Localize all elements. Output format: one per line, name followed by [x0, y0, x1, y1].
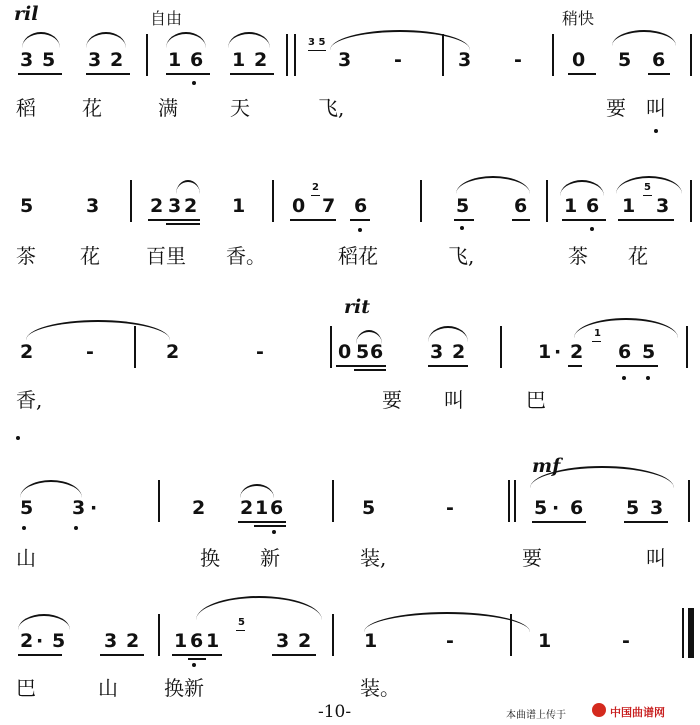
note: 3 [20, 49, 34, 71]
octave-dot [192, 81, 196, 85]
barline [134, 326, 136, 368]
note: 0 [292, 195, 306, 217]
note: 1 [232, 195, 246, 217]
octave-dot [16, 436, 20, 440]
dash: - [446, 497, 454, 519]
lyric: 香。 [226, 244, 266, 268]
note: 5 [362, 497, 376, 519]
note: 5 [42, 49, 56, 71]
lyric: 茶 [16, 244, 36, 268]
lyric: 山 [98, 676, 118, 700]
underline [308, 50, 326, 51]
octave-dot [22, 526, 26, 530]
slur [574, 318, 678, 338]
underline [624, 521, 668, 523]
note: 5 [356, 341, 370, 363]
note: 1 [168, 49, 182, 71]
slur [428, 326, 468, 342]
barline [332, 480, 334, 522]
note: 0 [572, 49, 586, 71]
note: 6 [618, 341, 632, 363]
note: 2 [298, 630, 312, 652]
grace-note: 5 [238, 617, 245, 628]
tie [364, 612, 530, 632]
lyric: 叫 [444, 388, 464, 412]
barline [442, 34, 444, 76]
barline [688, 480, 690, 522]
underline [148, 219, 200, 221]
note: 5 [626, 497, 640, 519]
tempo-mark-faster: 稍快 [562, 9, 595, 28]
note: 5 [534, 497, 548, 519]
lyric: 天 [230, 96, 250, 120]
underline [592, 341, 601, 342]
octave-dot [460, 226, 464, 230]
octave-dot [74, 526, 78, 530]
note: 3 [656, 195, 670, 217]
note: 6 [190, 49, 204, 71]
tempo-mark-free: 自由 [150, 9, 183, 28]
dash: - [256, 341, 264, 363]
slur [456, 176, 530, 194]
tie [330, 30, 470, 50]
slur [196, 596, 322, 620]
grace-note: 1 [594, 328, 601, 339]
dynamic-mf: mf [532, 455, 561, 477]
underline [100, 654, 144, 656]
barline [510, 614, 512, 656]
note: 1 [538, 341, 552, 363]
lyric: 满 [158, 96, 178, 120]
note: 2 [110, 49, 124, 71]
note: 2 [192, 497, 206, 519]
lyric: 稻花 [338, 244, 378, 268]
site-logo-text: 中国曲谱网 [610, 706, 665, 719]
lyric: 叫 [646, 96, 666, 120]
final-barline-thin [682, 608, 684, 658]
note: 5 [20, 497, 34, 519]
barline [158, 480, 160, 522]
slur [22, 32, 60, 48]
barline [546, 180, 548, 222]
underline [616, 365, 658, 367]
final-barline-thick [688, 608, 694, 658]
underline [86, 73, 130, 75]
note: 5 [618, 49, 632, 71]
underline [230, 73, 274, 75]
underline [350, 219, 370, 221]
note: 3 [72, 497, 86, 519]
dot-mark: · [554, 341, 562, 363]
slur [176, 180, 200, 194]
note: 6 [652, 49, 666, 71]
barline [294, 34, 296, 76]
note: 7 [322, 195, 336, 217]
note: 3 [86, 195, 100, 217]
note: 2 [20, 341, 34, 363]
underline [172, 654, 222, 656]
octave-dot [654, 129, 658, 133]
lyric: 山 [16, 546, 36, 570]
note: 1 [622, 195, 636, 217]
octave-dot [272, 530, 276, 534]
dot-mark: · [90, 497, 98, 519]
lyric: 飞, [448, 244, 475, 268]
lyric: 花 [628, 244, 648, 268]
slur [20, 480, 82, 498]
underline [568, 365, 582, 367]
lyric: 装。 [360, 676, 400, 700]
grace-note: 3 5 [308, 37, 326, 48]
note: 3 [276, 630, 290, 652]
dot-mark: · [552, 497, 560, 519]
note: 3 [88, 49, 102, 71]
site-logo-icon [592, 703, 606, 717]
octave-dot [590, 227, 594, 231]
barline [130, 180, 132, 222]
note: 2 [184, 195, 198, 217]
octave-dot [646, 376, 650, 380]
barline [552, 34, 554, 76]
barline [330, 326, 332, 368]
octave-dot [358, 228, 362, 232]
barline [508, 480, 510, 522]
slur [240, 484, 274, 498]
note: 1 [206, 630, 220, 652]
tempo-mark-rit: rit [344, 296, 371, 318]
lyric: 装, [360, 546, 387, 570]
slur [612, 30, 676, 46]
tempo-mark-ril: ril [14, 3, 39, 25]
note: 2 [150, 195, 164, 217]
dash: - [394, 49, 402, 71]
underline [254, 525, 286, 527]
note: 5 [456, 195, 470, 217]
barline [272, 180, 274, 222]
note: 1 [538, 630, 552, 652]
barline [146, 34, 148, 76]
underline [238, 521, 286, 523]
page-number: -10- [318, 702, 352, 722]
slur [86, 32, 126, 48]
barline [420, 180, 422, 222]
underline [166, 223, 200, 225]
note: 2 [126, 630, 140, 652]
note: 1 [174, 630, 188, 652]
lyric: 新 [260, 546, 280, 570]
note: 2 [254, 49, 268, 71]
underline [18, 654, 62, 656]
slur [560, 180, 604, 196]
slur [166, 32, 206, 48]
note: 3 [430, 341, 444, 363]
lyric: 飞, [318, 96, 345, 120]
barline [332, 614, 334, 656]
slur [18, 614, 70, 630]
note: 6 [514, 195, 528, 217]
note: 6 [570, 497, 584, 519]
note: 0 [338, 341, 352, 363]
note: 2 [452, 341, 466, 363]
dash: - [446, 630, 454, 652]
lyric: 茶 [568, 244, 588, 268]
underline [166, 73, 210, 75]
underline [618, 219, 674, 221]
underline [354, 369, 386, 371]
note: 6 [270, 497, 284, 519]
grace-note: 5 [644, 182, 651, 193]
underline [643, 195, 652, 196]
note: 5 [642, 341, 656, 363]
underline [512, 219, 530, 221]
note: 1 [255, 497, 269, 519]
barline [690, 180, 692, 222]
note: 2 [570, 341, 584, 363]
underline [454, 219, 474, 221]
note: 3 [650, 497, 664, 519]
octave-dot [192, 663, 196, 667]
underline [336, 365, 386, 367]
note: 5 [52, 630, 66, 652]
note: 6 [190, 630, 204, 652]
lyric: 要 [606, 96, 626, 120]
dash: - [622, 630, 630, 652]
lyric: 换 [200, 546, 220, 570]
dot-mark: · [36, 630, 44, 652]
note: 5 [20, 195, 34, 217]
underline [18, 73, 62, 75]
underline [428, 365, 468, 367]
barline [690, 34, 692, 76]
octave-dot [622, 376, 626, 380]
underline [236, 630, 245, 631]
barline [686, 326, 688, 368]
underline [648, 73, 670, 75]
note: 2 [166, 341, 180, 363]
barline [514, 480, 516, 522]
barline [286, 34, 288, 76]
note: 6 [586, 195, 600, 217]
lyric: 要 [382, 388, 402, 412]
note: 3 [168, 195, 182, 217]
lyric: 花 [82, 96, 102, 120]
slur [228, 32, 270, 48]
underline [562, 219, 606, 221]
note: 3 [104, 630, 118, 652]
underline [532, 521, 586, 523]
lyric: 稻 [16, 96, 36, 120]
lyric: 百里 [146, 244, 186, 268]
note: 3 [458, 49, 472, 71]
barline [158, 614, 160, 656]
underline [290, 219, 336, 221]
note: 6 [370, 341, 384, 363]
lyric: 花 [80, 244, 100, 268]
grace-note: 2 [312, 182, 319, 193]
dash: - [86, 341, 94, 363]
lyric: 换新 [164, 676, 204, 700]
lyric: 叫 [646, 546, 666, 570]
note: 1 [232, 49, 246, 71]
lyric: 巴 [526, 388, 546, 412]
barline [500, 326, 502, 368]
underline [568, 73, 596, 75]
note: 2 [20, 630, 34, 652]
note: 2 [240, 497, 254, 519]
dash: - [514, 49, 522, 71]
underline [188, 658, 206, 660]
tie [26, 320, 170, 340]
source-note: 本曲谱上传于 [506, 710, 566, 721]
note: 1 [364, 630, 378, 652]
note: 3 [338, 49, 352, 71]
note: 6 [354, 195, 368, 217]
underline [311, 195, 320, 196]
lyric: 要 [522, 546, 542, 570]
lyric: 香, [16, 388, 43, 412]
lyric: 巴 [16, 676, 36, 700]
underline [272, 654, 316, 656]
note: 1 [564, 195, 578, 217]
